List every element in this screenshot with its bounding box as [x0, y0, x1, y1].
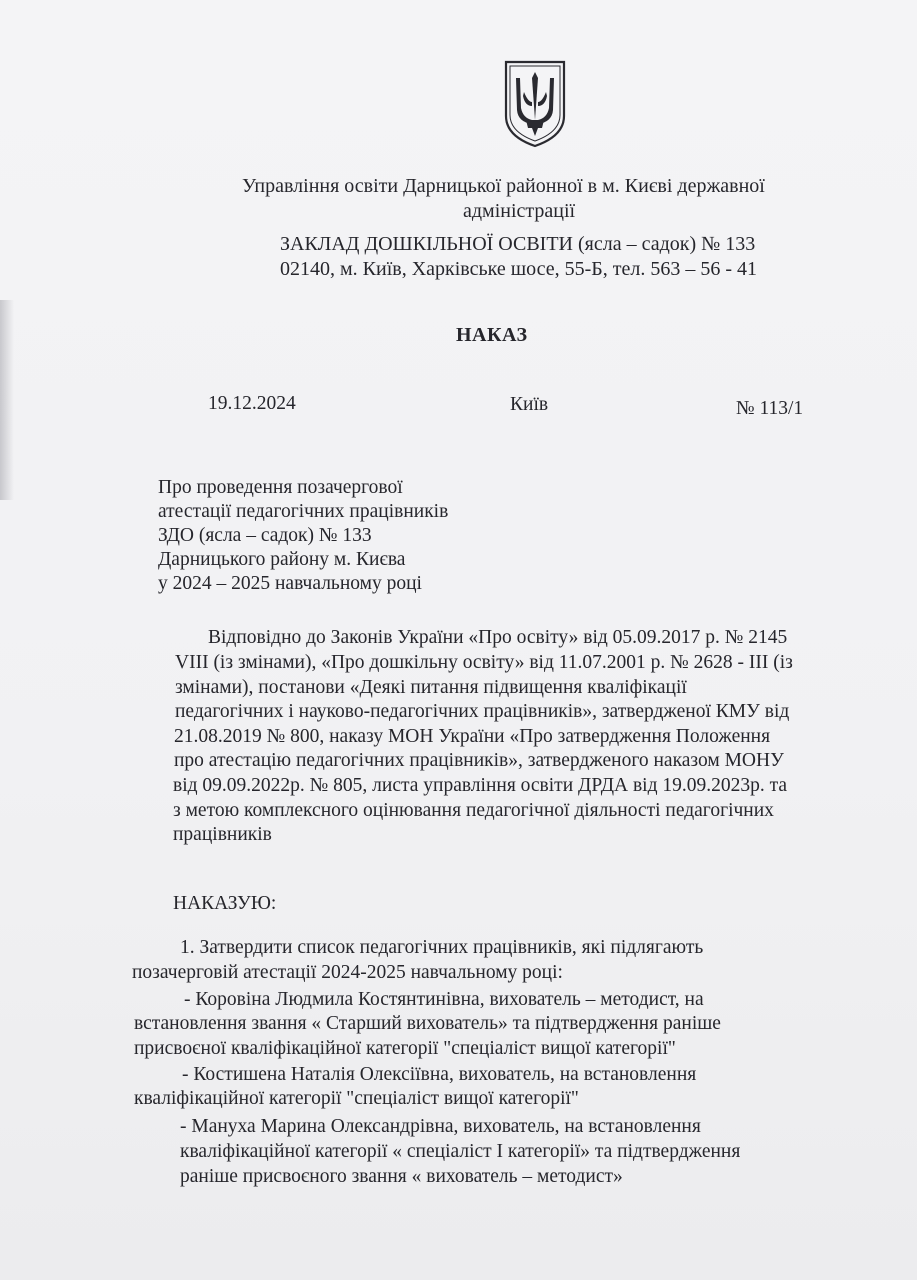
- header-institution-name: ЗАКЛАД ДОШКІЛЬНОЇ ОСВІТИ (ясла – садок) № 133: [280, 233, 756, 255]
- subject-line: атестації педагогічних працівників: [158, 501, 449, 522]
- order-item-line: позачерговій атестації 2024-2025 навчальному році:: [132, 962, 563, 983]
- subject-line: Про проведення позачергової: [158, 477, 403, 498]
- preamble-line: педагогічних і науково-педагогічних працівників», затвердженої КМУ від: [175, 701, 790, 722]
- order-city: Київ: [510, 394, 549, 415]
- order-item-line: раніше присвоєного звання « вихователь – методист»: [180, 1166, 623, 1187]
- order-item-line: - Костишена Наталія Олексіївна, вихователь, на встановлення: [182, 1064, 697, 1085]
- preamble-line: про атестацію педагогічних працівників», затвердженого наказом МОНУ: [174, 750, 784, 771]
- subject-line: ЗДО (ясла – садок) № 133: [158, 525, 372, 546]
- header-line-2: адміністрації: [463, 200, 576, 222]
- order-item-line: - Мануха Марина Олександрівна, вихователь, на встановлення: [180, 1116, 701, 1137]
- header-address: 02140, м. Київ, Харківське шосе, 55-Б, тел. 563 – 56 - 41: [280, 258, 758, 280]
- document-title: НАКАЗ: [456, 324, 528, 346]
- order-heading: НАКАЗУЮ:: [173, 893, 277, 914]
- order-number: № 113/1: [736, 398, 804, 419]
- order-item-line: кваліфікаційної категорії « спеціаліст І категорії» та підтвердження: [180, 1141, 741, 1162]
- order-date: 19.12.2024: [208, 393, 296, 414]
- subject-line: у 2024 – 2025 навчальному році: [158, 573, 422, 594]
- order-item-line: встановлення звання « Старший вихователь» та підтвердження раніше: [134, 1013, 721, 1034]
- preamble-line: працівників: [173, 824, 272, 845]
- preamble-line: VIII (із змінами), «Про дошкільну освіту» від 11.07.2001 р. № 2628 - ІІІ (із: [175, 652, 793, 673]
- header-line-1: Управління освіти Дарницької районної в м. Києві державної: [242, 175, 765, 197]
- order-item-line: - Коровіна Людмила Костянтинівна, вихователь – методист, на: [184, 989, 704, 1010]
- preamble-line: від 09.09.2022р. № 805, листа управління освіти ДРДА від 19.09.2023р. та: [173, 775, 788, 796]
- trident-coat-of-arms-icon: [502, 58, 568, 148]
- subject-line: Дарницького району м. Києва: [158, 549, 406, 570]
- order-item-line: кваліфікаційної категорії "спеціаліст вищої категорії": [134, 1088, 579, 1109]
- preamble-line: 21.08.2019 № 800, наказу МОН України «Про затвердження Положення: [174, 726, 771, 747]
- preamble-line: змінами), постанови «Деякі питання підвищення кваліфікації: [175, 677, 687, 698]
- order-item-line: 1. Затвердити список педагогічних працівників, які підлягають: [180, 937, 704, 958]
- preamble-line: з метою комплексного оцінювання педагогічної діяльності педагогічних: [173, 800, 774, 821]
- preamble-line: Відповідно до Законів України «Про освіту» від 05.09.2017 р. № 2145: [208, 627, 788, 648]
- page-edge-shadow: [0, 300, 14, 500]
- order-item-line: присвоєної кваліфікаційної категорії "спеціаліст вищої категорії": [134, 1038, 676, 1059]
